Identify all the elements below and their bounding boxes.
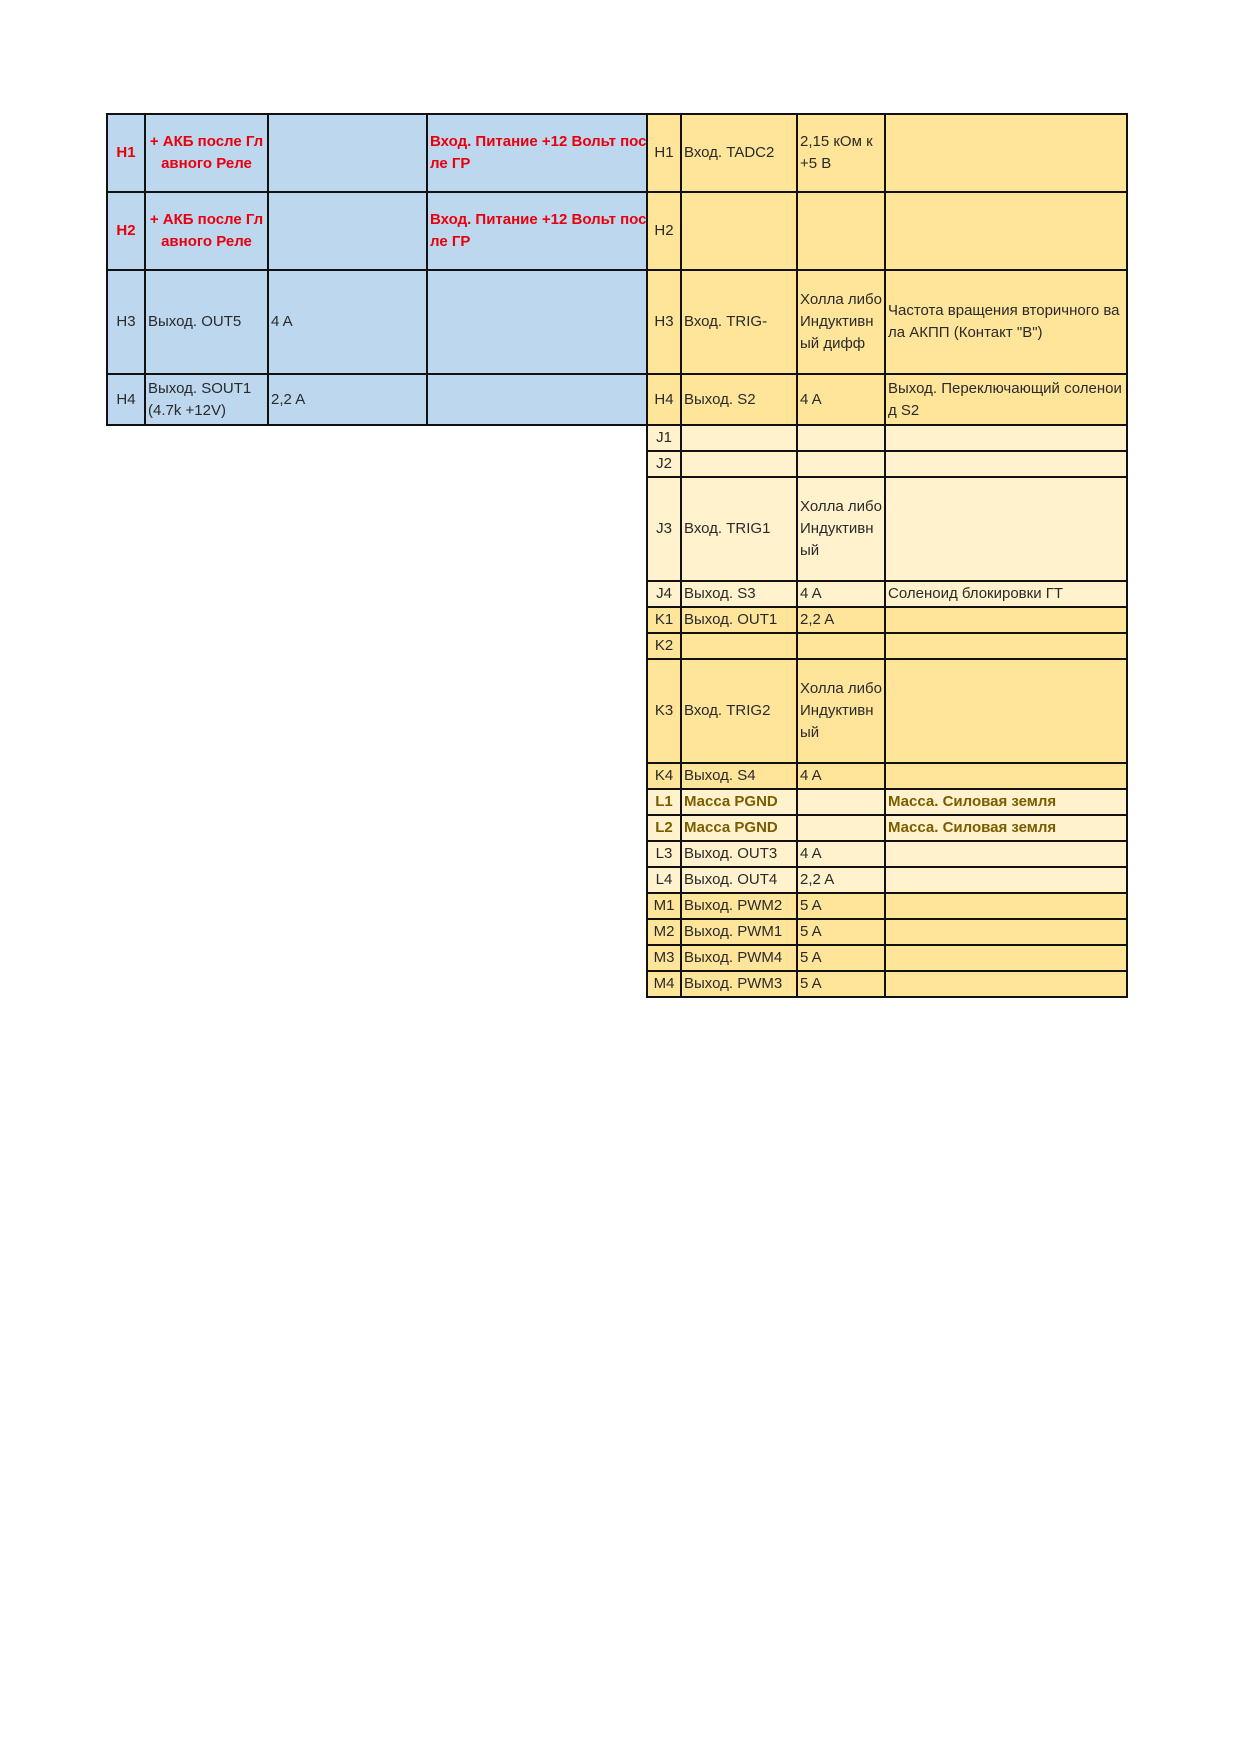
pin-note-cell bbox=[885, 893, 1127, 919]
pin-rating-cell bbox=[268, 114, 427, 192]
pin-name-cell bbox=[681, 425, 797, 451]
pin-note-cell bbox=[885, 425, 1127, 451]
pin-note-cell bbox=[885, 451, 1127, 477]
pin-note-cell: Масса. Силовая земля bbox=[885, 815, 1127, 841]
pin-name-cell: Вход. TRIG1 bbox=[681, 477, 797, 581]
pin-name-cell: Выход. S3 bbox=[681, 581, 797, 607]
pin-note-cell: Выход. Переключающий соленоид S2 bbox=[885, 374, 1127, 425]
pin-name-cell: Выход. OUT5 bbox=[145, 270, 268, 374]
pin-id-cell: M3 bbox=[647, 945, 681, 971]
pin-note-cell bbox=[885, 114, 1127, 192]
pin-name-cell: Выход. S2 bbox=[681, 374, 797, 425]
pin-id-cell: K1 bbox=[647, 607, 681, 633]
left-table-row bbox=[107, 192, 651, 270]
pin-name-cell: Выход. PWM3 bbox=[681, 971, 797, 997]
pin-name-cell: Выход. SOUT1 (4.7k +12V) bbox=[145, 374, 268, 425]
left-table-row bbox=[107, 374, 651, 425]
pin-rating-cell: 5 A bbox=[797, 945, 885, 971]
pin-name-cell: Вход. TRIG2 bbox=[681, 659, 797, 763]
pin-note-cell bbox=[885, 867, 1127, 893]
right-table-row bbox=[647, 451, 1127, 477]
right-table-row bbox=[647, 919, 1127, 945]
pin-rating-cell: 2,2 A bbox=[797, 867, 885, 893]
pin-id-cell: L1 bbox=[647, 789, 681, 815]
pin-name-cell: + АКБ после Главного Реле bbox=[145, 192, 268, 270]
right-table-row bbox=[647, 867, 1127, 893]
pin-rating-cell: 4 A bbox=[797, 763, 885, 789]
pin-name-cell: Вход. TADC2 bbox=[681, 114, 797, 192]
pin-rating-cell bbox=[797, 633, 885, 659]
pin-rating-cell: 4 A bbox=[797, 374, 885, 425]
pin-name-cell: Выход. PWM2 bbox=[681, 893, 797, 919]
pin-note-cell: Вход. Питание +12 Вольт после ГР bbox=[427, 114, 651, 192]
pin-id-cell: L3 bbox=[647, 841, 681, 867]
pin-name-cell: Выход. PWM4 bbox=[681, 945, 797, 971]
pin-id-cell: M4 bbox=[647, 971, 681, 997]
pin-rating-cell bbox=[797, 425, 885, 451]
pin-id-cell: L4 bbox=[647, 867, 681, 893]
pin-id-cell: H2 bbox=[647, 192, 681, 270]
pin-rating-cell: 4 A bbox=[797, 581, 885, 607]
right-table-row bbox=[647, 841, 1127, 867]
right-table-row bbox=[647, 607, 1127, 633]
pin-rating-cell bbox=[268, 192, 427, 270]
right-pinout-table bbox=[646, 113, 1128, 998]
pin-id-cell: K3 bbox=[647, 659, 681, 763]
pin-note-cell bbox=[885, 607, 1127, 633]
pin-id-cell: H1 bbox=[107, 114, 145, 192]
pin-id-cell: H2 bbox=[107, 192, 145, 270]
pin-name-cell: Выход. S4 bbox=[681, 763, 797, 789]
pin-rating-cell: 4 A bbox=[268, 270, 427, 374]
pin-id-cell: J4 bbox=[647, 581, 681, 607]
pin-name-cell bbox=[681, 451, 797, 477]
pin-note-cell bbox=[885, 633, 1127, 659]
pin-id-cell: H4 bbox=[647, 374, 681, 425]
right-table-row bbox=[647, 763, 1127, 789]
pin-id-cell: L2 bbox=[647, 815, 681, 841]
pin-name-cell: Выход. PWM1 bbox=[681, 919, 797, 945]
right-table-row bbox=[647, 971, 1127, 997]
pin-id-cell: H1 bbox=[647, 114, 681, 192]
left-table-row bbox=[107, 114, 651, 192]
pin-note-cell bbox=[885, 919, 1127, 945]
pin-name-cell: Выход. OUT1 bbox=[681, 607, 797, 633]
right-table-row bbox=[647, 581, 1127, 607]
pin-id-cell: J2 bbox=[647, 451, 681, 477]
pin-rating-cell: 5 A bbox=[797, 893, 885, 919]
right-table-row bbox=[647, 425, 1127, 451]
pin-id-cell: H3 bbox=[647, 270, 681, 374]
pin-id-cell: K4 bbox=[647, 763, 681, 789]
pin-note-cell: Соленоид блокировки ГТ bbox=[885, 581, 1127, 607]
pin-name-cell: + АКБ после Главного Реле bbox=[145, 114, 268, 192]
pin-rating-cell: Холла либо Индуктивный bbox=[797, 477, 885, 581]
pin-rating-cell bbox=[797, 789, 885, 815]
right-table-row bbox=[647, 374, 1127, 425]
right-table-row bbox=[647, 789, 1127, 815]
pin-name-cell: Масса PGND bbox=[681, 815, 797, 841]
pin-note-cell: Масса. Силовая земля bbox=[885, 789, 1127, 815]
pin-rating-cell: 5 A bbox=[797, 919, 885, 945]
pin-id-cell: K2 bbox=[647, 633, 681, 659]
pin-rating-cell bbox=[797, 815, 885, 841]
pin-note-cell bbox=[885, 659, 1127, 763]
pin-name-cell bbox=[681, 192, 797, 270]
right-table-row bbox=[647, 192, 1127, 270]
right-table-row bbox=[647, 114, 1127, 192]
right-table-row bbox=[647, 893, 1127, 919]
right-table-row bbox=[647, 945, 1127, 971]
pin-id-cell: H3 bbox=[107, 270, 145, 374]
pin-rating-cell bbox=[797, 192, 885, 270]
pin-id-cell: J3 bbox=[647, 477, 681, 581]
right-table-row bbox=[647, 659, 1127, 763]
pin-note-cell bbox=[885, 841, 1127, 867]
pin-rating-cell: Холла либо Индуктивный дифф bbox=[797, 270, 885, 374]
pin-name-cell: Вход. TRIG- bbox=[681, 270, 797, 374]
pin-note-cell bbox=[427, 270, 651, 374]
right-table-row bbox=[647, 477, 1127, 581]
pin-note-cell bbox=[885, 763, 1127, 789]
pin-name-cell: Выход. OUT4 bbox=[681, 867, 797, 893]
pin-id-cell: H4 bbox=[107, 374, 145, 425]
pin-name-cell: Масса PGND bbox=[681, 789, 797, 815]
pin-rating-cell: 2,15 кОм к +5 В bbox=[797, 114, 885, 192]
pin-id-cell: J1 bbox=[647, 425, 681, 451]
pin-rating-cell: 2,2 A bbox=[797, 607, 885, 633]
pin-id-cell: M1 bbox=[647, 893, 681, 919]
pin-name-cell: Выход. OUT3 bbox=[681, 841, 797, 867]
pin-rating-cell: 5 A bbox=[797, 971, 885, 997]
left-table-row bbox=[107, 270, 651, 374]
pin-note-cell: Вход. Питание +12 Вольт после ГР bbox=[427, 192, 651, 270]
pin-rating-cell: 4 A bbox=[797, 841, 885, 867]
right-table-row bbox=[647, 270, 1127, 374]
pin-note-cell bbox=[427, 374, 651, 425]
pin-id-cell: M2 bbox=[647, 919, 681, 945]
right-table-row bbox=[647, 815, 1127, 841]
pin-rating-cell bbox=[797, 451, 885, 477]
pin-note-cell bbox=[885, 192, 1127, 270]
pin-note-cell bbox=[885, 945, 1127, 971]
left-pinout-table bbox=[106, 113, 652, 426]
right-table-row bbox=[647, 633, 1127, 659]
pin-rating-cell: Холла либо Индуктивный bbox=[797, 659, 885, 763]
pin-note-cell: Частота вращения вторичного вала АКПП (Контакт "B") bbox=[885, 270, 1127, 374]
pin-name-cell bbox=[681, 633, 797, 659]
pin-rating-cell: 2,2 A bbox=[268, 374, 427, 425]
pin-note-cell bbox=[885, 971, 1127, 997]
pin-note-cell bbox=[885, 477, 1127, 581]
